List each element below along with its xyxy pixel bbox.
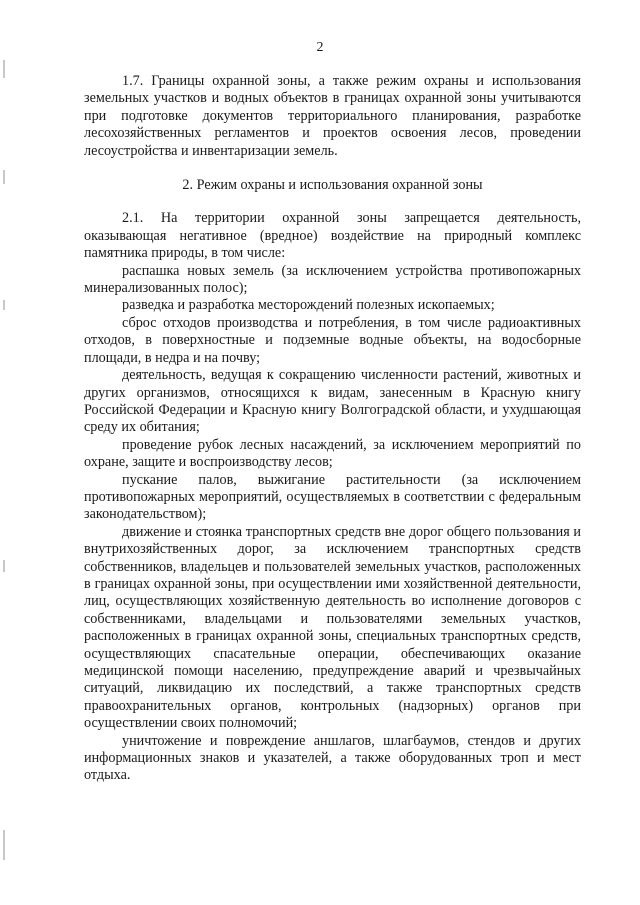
- document-body: [84, 73, 581, 785]
- list-item-signs: уничтожение и повреждение аншлагов, шлагбаумов, стендов и других информационных знаков и указателей, а также оборудованных троп и мест отдыха.: [84, 732, 581, 784]
- list-item-mining: разведка и разработка месторождений полезных ископаемых;: [122, 297, 495, 314]
- scan-mark: [3, 60, 5, 78]
- list-item-species: деятельность, ведущая к сокращению численности растений, животных и других организмов, относящихся к видам, занесенным в Красную книгу Российской Федерации и Красную книгу Волгоградской области, и ухудшающая среду их обитания;: [84, 367, 581, 436]
- paragraph-2-1: 2.1. На территории охранной зоны запрещается деятельность, оказывающая негативное (вредное) воздействие на природный комплекс памятника природы, в том числе:: [84, 210, 581, 262]
- list-item-logging: проведение рубок лесных насаждений, за исключением мероприятий по охране, защите и воспроизводству лесов;: [84, 436, 581, 471]
- page-number: 2: [316, 40, 324, 55]
- section-heading-2: 2. Режим охраны и использования охранной зоны: [182, 177, 483, 194]
- scan-mark: [3, 560, 5, 572]
- scan-mark: [3, 170, 5, 184]
- list-item-waste: сброс отходов производства и потребления, в том числе радиоактивных отходов, в поверхностные и подземные водные объекты, на водосборные площади, в недра и на почву;: [84, 314, 581, 366]
- paragraph-1-7: 1.7. Границы охранной зоны, а также режим охраны и использования земельных участков и водных объектов в границах охранной зоны учитываются при подготовке документов территориального планирования, разработке лесохозяйственных регламентов и проектов освоения лесов, проведении лесоустройства и инвентаризации земель.: [84, 73, 581, 159]
- scan-margin-marks: [3, 0, 7, 905]
- scan-mark: [3, 830, 5, 860]
- list-item-vehicles: движение и стоянка транспортных средств вне дорог общего пользования и внутрихозяйственных дорог, за исключением транспортных средств собственников, владельцев и пользователей земельных участков, расположенных в границах охранной зоны, при осуществлении ими хозяйственной деятельности, лиц, осуществляющих хозяйственную деятельность во исполнение договоров с собственниками, владельцами и пользователями земельных участков, расположенных в границах охранной зоны, специальных транспортных средств, осуществляющих спасательные операции, обеспечивающих оказание медицинской помощи населению, предупреждение аварий и чрезвычайных ситуаций, ликвидацию их последствий, а также транспортных средств правоохранительных органов, контрольных (надзорных) органов при осуществлении своих полномочий;: [84, 523, 581, 732]
- list-item-plowing: распашка новых земель (за исключением устройства противопожарных минерализованных полос);: [84, 262, 581, 297]
- scan-mark: [3, 300, 5, 310]
- list-item-burning: пускание палов, выжигание растительности (за исключением противопожарных мероприятий, осуществляемых в соответствии с федеральным законодательством);: [84, 471, 581, 523]
